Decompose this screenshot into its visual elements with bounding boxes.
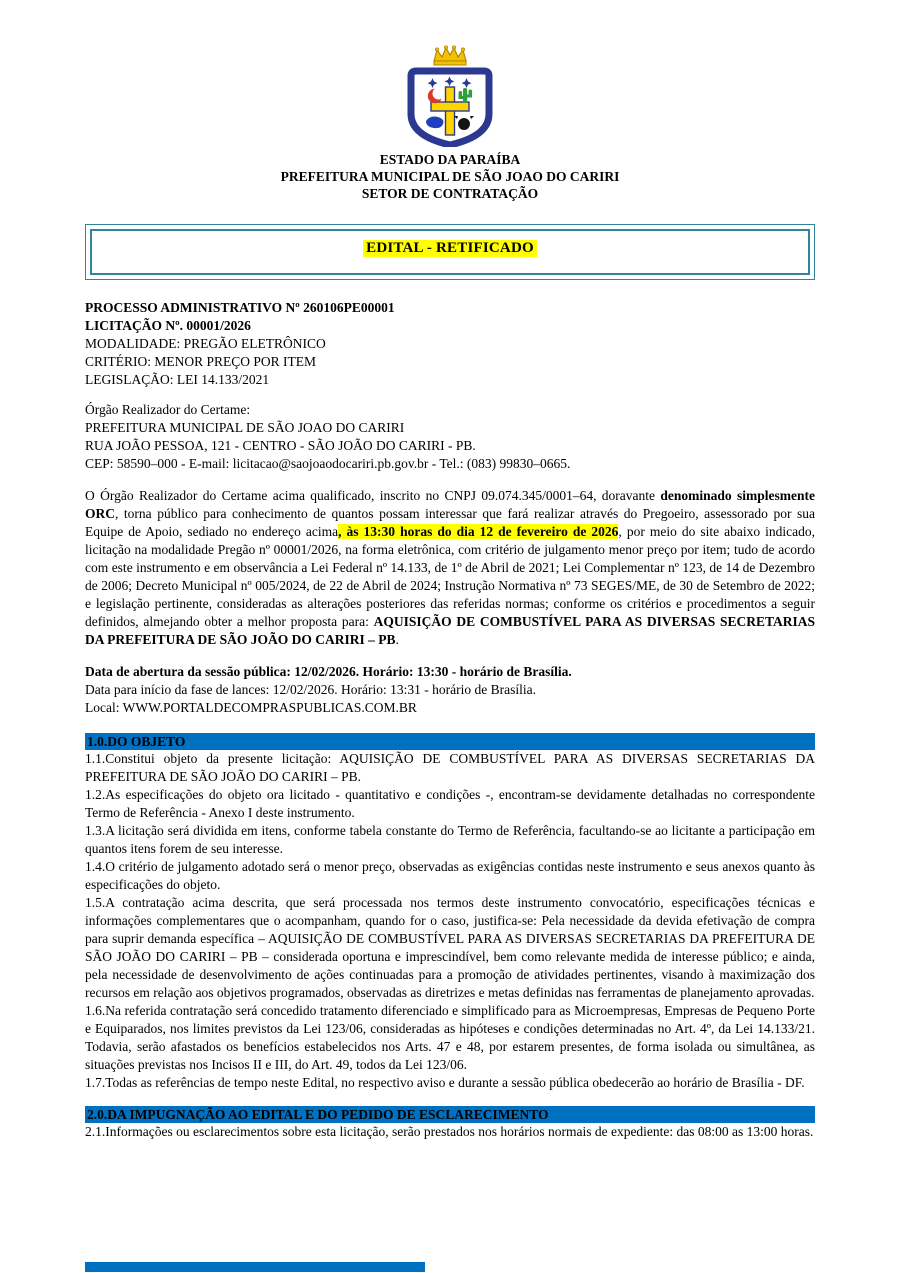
session-opening: Data de abertura da sessão pública: 12/02/2026. Horário: 13:30 - horário de Brasília. — [85, 664, 572, 679]
coat-of-arms — [85, 45, 815, 147]
clause-1-3: 1.3.A licitação será dividida em itens, conforme tabela constante do Termo de Referência, facultando-se ao licitante a participação em quantos itens forem de seu interesse. — [85, 823, 815, 856]
section-2-header: 2.0.DA IMPUGNAÇÃO AO EDITAL E DO PEDIDO DE ESCLARECIMENTO — [85, 1106, 815, 1123]
process-number: PROCESSO ADMINISTRATIVO Nº 260106PE00001 — [85, 300, 395, 315]
clause-1-6: 1.6.Na referida contratação será concedido tratamento diferenciado e simplificado para as Microempresas, Empresas de Pequeno Porte e Equiparados, nos limites previstos da Lei 123/06, consideradas as hipóteses e condições determinadas no Art. 4º, da Lei 14.133/21. Todavia, serão afastados os benefícios estabelecidos nos Arts. 47 e 48, por estarem presentes, de forma isolada ou simultânea, as situações previstas nos Incisos II e III, do Art. 49, todos da Lei 123/06. — [85, 1003, 815, 1072]
legislation: LEGISLAÇÃO: LEI 14.133/2021 — [85, 372, 270, 387]
orc-designation: denominado simplesmente ORC — [85, 488, 816, 521]
bidding-start: Data para início da fase de lances: 12/02/2026. Horário: 13:31 - horário de Brasília. — [85, 682, 536, 697]
modality: MODALIDADE: PREGÃO ELETRÔNICO — [85, 336, 326, 351]
organizer-heading: Órgão Realizador do Certame: — [85, 402, 251, 417]
clause-2-1: 2.1.Informações ou esclarecimentos sobre esta licitação, serão prestados nos horários normais de expediente: das 08:00 as 13:00 horas. — [85, 1124, 814, 1139]
intro-seg-3: , por meio do site abaixo indicado, licitação na modalidade Pregão nº 00001/2026, na forma eletrônica, com critério de julgamento menor preço por item; tudo de acordo com este instrumento e em observância a Lei Federal nº 14.133, de 1º de Abril de 2021; Lei Complementar nº 123, de 14 de Dezembro de 2006; Decreto Municipal nº 005/2024, de 22 de Abril de 2024; Instrução Normativa nº 73 SEGES/ME, de 30 de Setembro de 2022; e legislação pertinente, consideradas as alterações posteriores das referidas normas; conforme os critérios e procedimentos a seguir definidos, almejando obter a melhor proposta para: — [85, 524, 815, 629]
organizer-name: PREFEITURA MUNICIPAL DE SÃO JOAO DO CARIRI — [85, 420, 405, 435]
section-1-header: 1.0.DO OBJETO — [85, 733, 815, 750]
organizer-address: RUA JOÃO PESSOA, 121 - CENTRO - SÃO JOÃO DO CARIRI - PB. — [85, 438, 476, 453]
bid-number: LICITAÇÃO Nº. 00001/2026 — [85, 318, 251, 333]
criterion: CRITÉRIO: MENOR PREÇO POR ITEM — [85, 354, 317, 369]
municipality-name: PREFEITURA MUNICIPAL DE SÃO JOAO DO CARIRI — [280, 169, 620, 184]
clause-1-5: 1.5.A contratação acima descrita, que será processada nos termos deste instrumento convocatório, especificações técnicas e informações complementares que o acompanham, quando for o caso, justifica-se: Pela necessidade da devida efetivação de compra para suprir demanda específica – AQUISIÇÃO DE COMBUSTÍVEL PARA AS DIVERSAS SECRETARIAS DA PREFEITURA DE SÃO JOÃO DO CARIRI – PB – considerada oportuna e imprescindível, bem como relevante medida de interesse público; e ainda, pela necessidade de desenvolvimento de ações continuadas para a promoção de atividades pertinentes, visando à maximização dos recursos em relação aos objetivos programados, observadas as diretrizes e metas definidas nas ferramentas de planejamento aprovadas. — [85, 895, 815, 1000]
session-datetime-highlight: , às 13:30 horas do dia 12 de fevereiro de 2026 — [338, 524, 619, 539]
shield-icon — [411, 71, 489, 145]
intro-paragraph — [85, 487, 815, 649]
intro-seg-2: , torna público para conhecimento de quantos possam interessar que fará realizar através do Pregoeiro, assessorado por sua Equipe de Apoio, sediado no endereço acima — [85, 506, 815, 539]
clause-1-2: 1.2.As especificações do objeto ora licitado - quantitativo e condições -, encontram-se devidamente detalhadas no correspondente Termo de Referência - Anexo I deste instrumento. — [85, 787, 815, 820]
edital-title: EDITAL - RETIFICADO — [363, 240, 537, 257]
organizer-contact: CEP: 58590–000 - E-mail: licitacao@saojoaodocariri.pb.gov.br - Tel.: (083) 99830–0665. — [85, 456, 571, 471]
clause-1-7: 1.7.Todas as referências de tempo neste Edital, no respectivo aviso e durante a sessão pública obedecerão ao horário de Brasília - DF. — [85, 1075, 805, 1090]
clause-1-1: 1.1.Constitui objeto da presente licitação: AQUISIÇÃO DE COMBUSTÍVEL PARA AS DIVERSAS SECRETARIAS DA PREFEITURA DE SÃO JOÃO DO CARIRI – PB. — [85, 751, 815, 784]
municipal-coat-of-arms — [390, 45, 510, 147]
edital-banner-inner — [90, 229, 810, 275]
intro-seg-4: . — [395, 632, 399, 647]
section-3-bar-partial — [85, 1262, 425, 1272]
intro-seg-1: O Órgão Realizador do Certame acima qualificado, inscrito no CNPJ 09.074.345/0001–64, doravante — [85, 488, 661, 503]
object-description: AQUISIÇÃO DE COMBUSTÍVEL PARA AS DIVERSAS SECRETARIAS DA PREFEITURA DE SÃO JOÃO DO CARIRI – PB — [85, 614, 815, 647]
edital-banner — [85, 224, 815, 280]
department-name: SETOR DE CONTRATAÇÃO — [361, 186, 539, 201]
session-location: Local: WWW.PORTALDECOMPRASPUBLICAS.COM.BR — [85, 700, 417, 715]
clause-1-4: 1.4.O critério de julgamento adotado será o menor preço, observadas as exigências contidas neste instrumento e seus anexos quanto às especificações do objeto. — [85, 859, 815, 892]
state-name: ESTADO DA PARAÍBA — [379, 152, 521, 167]
crown-icon — [434, 46, 466, 65]
